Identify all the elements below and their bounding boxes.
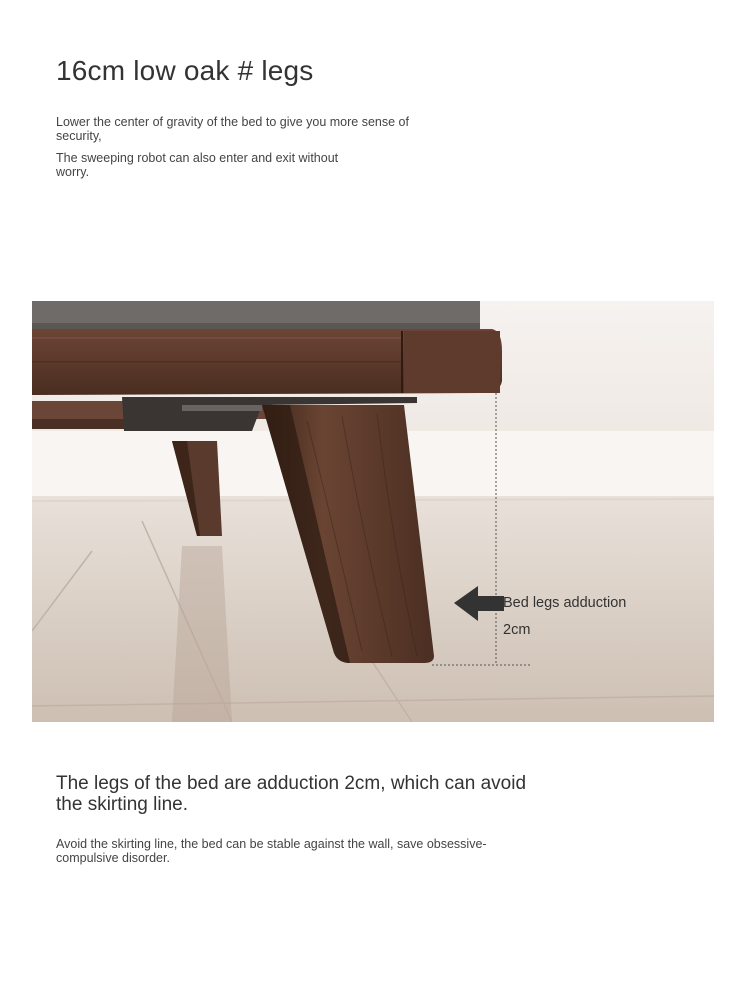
bed-leg-illustration (32, 301, 714, 722)
bed-leg-photo (32, 301, 714, 722)
annotation-adduction-label: Bed legs adduction (503, 595, 627, 611)
annotation-adduction-value: 2cm (503, 622, 531, 638)
section-title-adduction: The legs of the bed are adduction 2cm, which can avoid the skirting line. (56, 773, 527, 815)
section-title: 16cm low oak # legs (56, 55, 314, 86)
description-gravity: Lower the center of gravity of the bed to give you more sense of security, (56, 115, 409, 143)
description-robot: The sweeping robot can also enter and exit without worry. (56, 151, 339, 179)
description-skirting: Avoid the skirting line, the bed can be stable against the wall, save obsessive-compulsive disorder. (56, 837, 487, 865)
